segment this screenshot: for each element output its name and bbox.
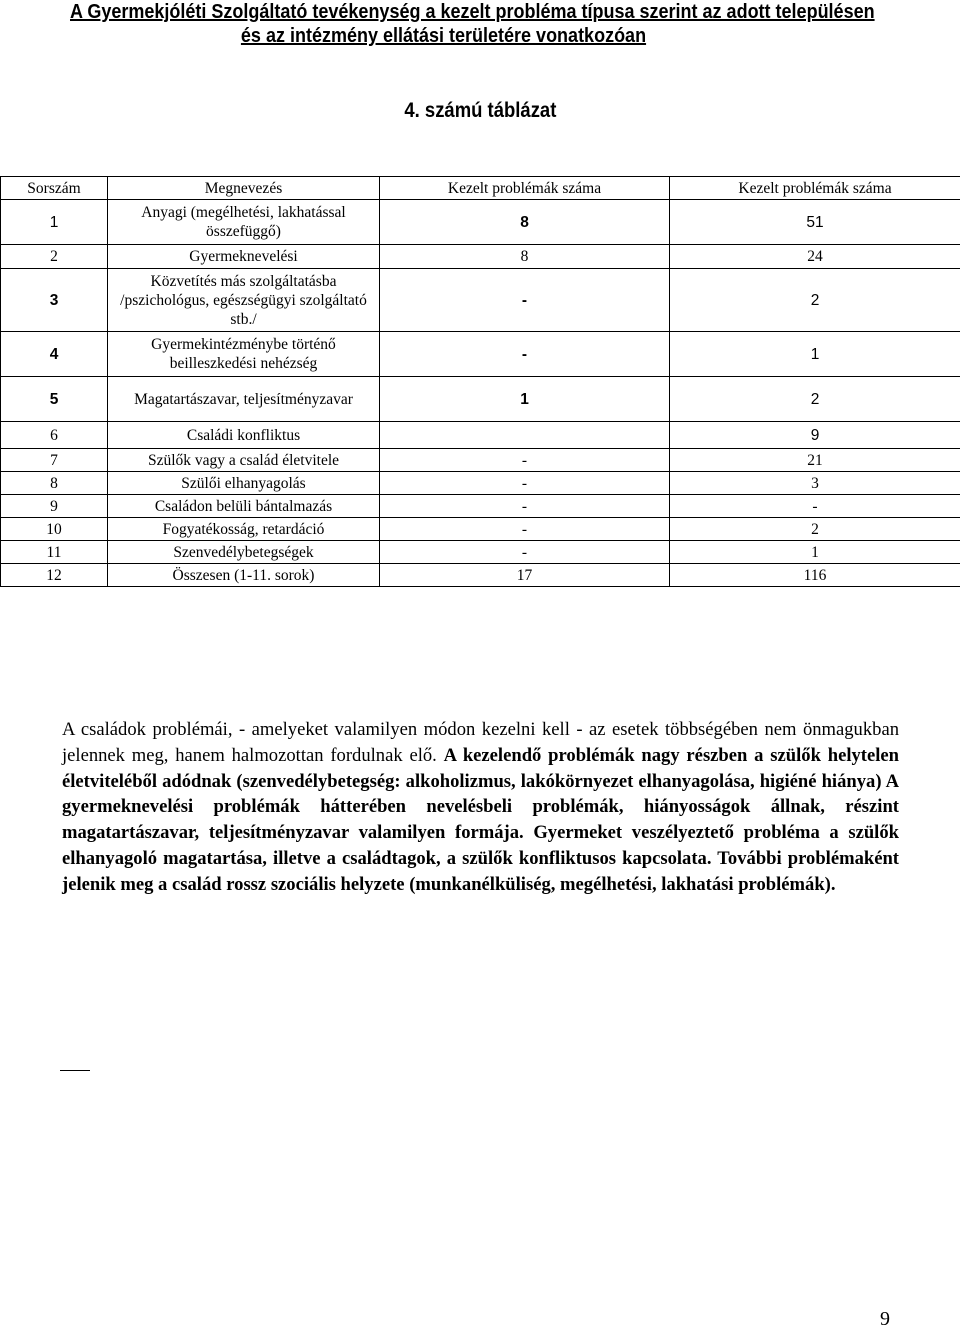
table-row <box>1 377 960 422</box>
row-value-b: - <box>670 495 960 518</box>
table-label-text: 4. számú táblázat <box>404 98 556 124</box>
row-value-a: - <box>380 269 670 332</box>
table-row <box>1 332 960 377</box>
row-value-a <box>380 422 670 449</box>
header-sorszam: Sorszám <box>1 177 108 200</box>
table-row <box>1 495 960 518</box>
row-value-b: 21 <box>670 449 960 472</box>
row-number: 7 <box>1 449 108 472</box>
table-row <box>1 541 960 564</box>
table-row <box>1 269 960 332</box>
row-name: Szülői elhanyagolás <box>108 472 380 495</box>
row-value-b: 2 <box>670 269 960 332</box>
row-value-b: 3 <box>670 472 960 495</box>
row-name: Családi konfliktus <box>108 422 380 449</box>
table-header-row <box>1 177 960 200</box>
row-value-a: - <box>380 332 670 377</box>
row-value-b: 116 <box>670 564 960 587</box>
row-value-b: 2 <box>670 377 960 422</box>
footnote-separator <box>60 1070 90 1071</box>
row-value-b: 24 <box>670 245 960 269</box>
row-name: Gyermeknevelési <box>108 245 380 269</box>
row-number: 5 <box>1 377 108 422</box>
table-row <box>1 518 960 541</box>
paragraph-bold-text: A kezelendő problémák nagy részben a szülők helytelen életviteléből adódnak (szenvedélybetegség: alkoholizmus, lakókörnyezet elhanyagolása, higiéné hiánya) A gyermeknevelési problémák hátterében nevelésbeli problémák, hiányosságok állnak, részint magatartászavar, teljesítményzavar valamilyen formája. Gyermeket veszélyeztető probléma a szülők elhanyagoló magatartása, illetve a családtagok, a szülők konfliktusos kapcsolata. További problémaként jelenik meg a család rossz szociális helyzete (munkanélküliség, megélhetési, lakhatási problémák). <box>62 745 899 895</box>
row-value-b: 1 <box>670 332 960 377</box>
row-value-a: - <box>380 495 670 518</box>
document-title <box>70 0 817 48</box>
body-paragraph <box>62 717 899 898</box>
row-name: Családon belüli bántalmazás <box>108 495 380 518</box>
page-number: 9 <box>880 1308 890 1331</box>
table-row <box>1 472 960 495</box>
row-value-b: 2 <box>670 518 960 541</box>
row-number: 4 <box>1 332 108 377</box>
table-row <box>1 245 960 269</box>
row-value-a: - <box>380 472 670 495</box>
row-value-a: - <box>380 518 670 541</box>
row-name: Szülők vagy a család életvitele <box>108 449 380 472</box>
row-name: Összesen (1-11. sorok) <box>108 564 380 587</box>
row-number: 3 <box>1 269 108 332</box>
row-value-a: 17 <box>380 564 670 587</box>
row-number: 10 <box>1 518 108 541</box>
row-number: 12 <box>1 564 108 587</box>
table-row <box>1 200 960 245</box>
title-line-1: A Gyermekjóléti Szolgáltató tevékenység a kezelt probléma típusa szerint az adott településen <box>70 0 817 24</box>
table-row <box>1 449 960 472</box>
row-value-a: - <box>380 541 670 564</box>
header-kezelt-1: Kezelt problémák száma <box>380 177 670 200</box>
table-row <box>1 422 960 449</box>
row-value-b: 1 <box>670 541 960 564</box>
row-value-a: - <box>380 449 670 472</box>
row-name: Gyermekintézménybe történő beilleszkedési nehézség <box>108 332 380 377</box>
row-number: 9 <box>1 495 108 518</box>
row-name: Fogyatékosság, retardáció <box>108 518 380 541</box>
paragraph-normal-text: A családok problémái, - amelyeket valamilyen módon kezelni kell - az esetek többségében nem önmagukban jelennek meg, hanem halmozottan fordulnak elő. <box>62 719 899 766</box>
row-value-a: 1 <box>380 377 670 422</box>
table-label <box>0 98 960 124</box>
row-name: Magatartászavar, teljesítményzavar <box>108 377 380 422</box>
table-row <box>1 564 960 587</box>
row-number: 1 <box>1 200 108 245</box>
row-value-a: 8 <box>380 245 670 269</box>
row-name: Közvetítés más szolgáltatásba /pszichológus, egészségügyi szolgáltató stb./ <box>108 269 380 332</box>
row-value-b: 51 <box>670 200 960 245</box>
row-number: 2 <box>1 245 108 269</box>
row-number: 6 <box>1 422 108 449</box>
row-value-a: 8 <box>380 200 670 245</box>
problems-table <box>0 176 960 587</box>
title-line-2: és az intézmény ellátási területére vonatkozóan <box>70 24 817 48</box>
row-number: 11 <box>1 541 108 564</box>
row-number: 8 <box>1 472 108 495</box>
header-megnevezes: Megnevezés <box>108 177 380 200</box>
row-value-b: 9 <box>670 422 960 449</box>
header-kezelt-2: Kezelt problémák száma <box>670 177 960 200</box>
row-name: Anyagi (megélhetési, lakhatással összefüggő) <box>108 200 380 245</box>
row-name: Szenvedélybetegségek <box>108 541 380 564</box>
